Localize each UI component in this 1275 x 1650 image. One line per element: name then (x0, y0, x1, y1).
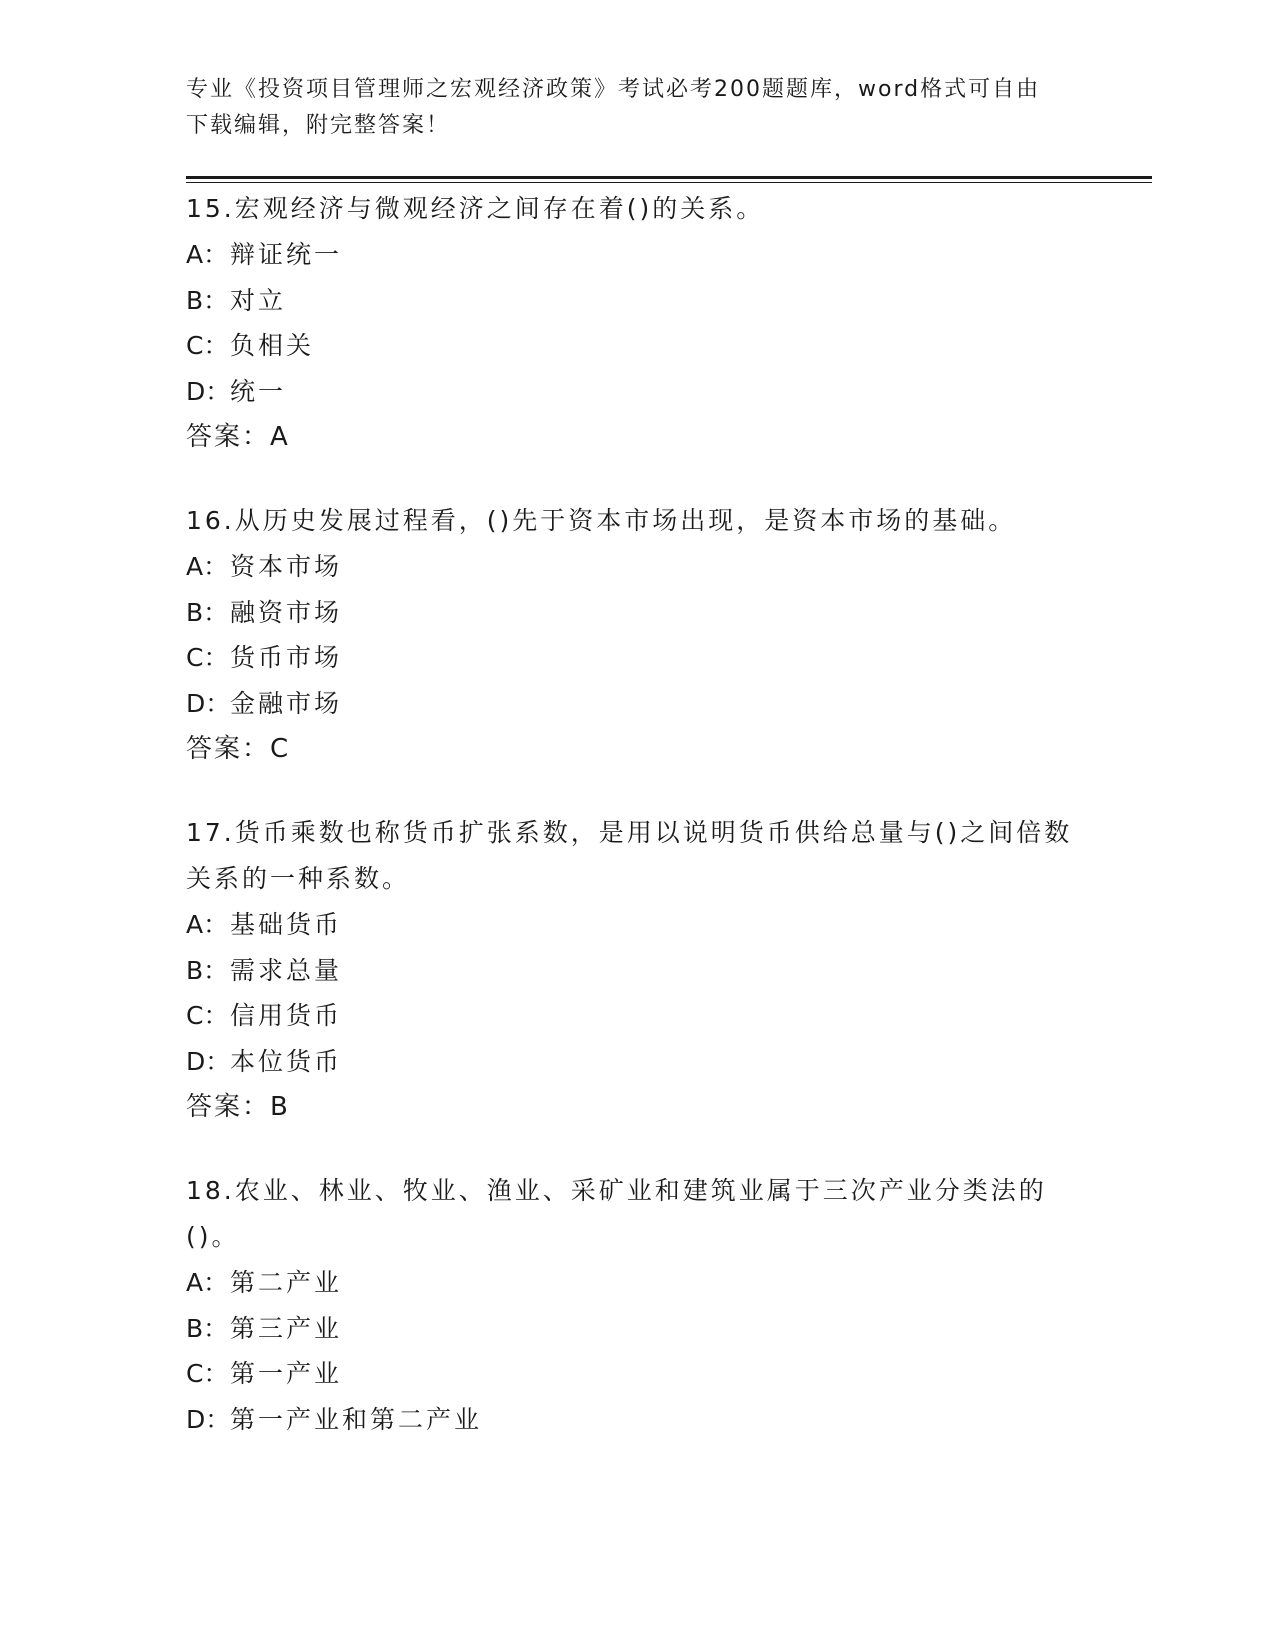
option-text: 基础货币 (230, 910, 343, 939)
option-d (186, 681, 1086, 727)
option-key: B： (186, 285, 229, 315)
option-b (186, 948, 1086, 994)
document-header (186, 72, 1066, 144)
answer-line: 答案：B (186, 1092, 290, 1122)
header-line-2: 下载编辑，附完整答案！ (186, 113, 451, 138)
question-stem: 18.农业、林业、牧业、渔业、采矿业和建筑业属于三次产业分类法的()。 (186, 1176, 1047, 1251)
option-a (186, 1260, 1086, 1306)
option-key: C： (186, 1359, 229, 1388)
question-18 (186, 1168, 1086, 1442)
option-b (186, 1306, 1086, 1352)
option-c (186, 1351, 1086, 1397)
option-text: 货币市场 (230, 643, 343, 672)
option-c (186, 635, 1086, 681)
option-text: 需求总量 (230, 955, 343, 985)
option-b (186, 278, 1086, 324)
option-key: B： (186, 597, 229, 627)
question-17 (186, 810, 1086, 1130)
option-a (186, 544, 1086, 590)
option-text: 负相关 (230, 331, 315, 360)
header-divider-thick (186, 176, 1152, 179)
option-a (186, 902, 1086, 948)
option-d (186, 369, 1086, 415)
option-key: C： (186, 331, 229, 360)
option-d (186, 1039, 1086, 1085)
option-key: D： (186, 1046, 231, 1076)
option-b (186, 590, 1086, 636)
option-text: 第一产业 (230, 1359, 343, 1388)
option-key: D： (186, 688, 231, 718)
option-key: B： (186, 1313, 229, 1343)
option-key: A： (186, 910, 229, 939)
option-text: 第一产业和第二产业 (230, 1404, 483, 1434)
question-stem: 17.货币乘数也称货币扩张系数，是用以说明货币供给总量与()之间倍数关系的一种系数。 (186, 818, 1073, 893)
option-text: 融资市场 (230, 597, 343, 627)
option-text: 对立 (230, 285, 287, 315)
question-16 (186, 498, 1086, 772)
option-text: 本位货币 (230, 1046, 343, 1076)
question-stem: 16.从历史发展过程看，()先于资本市场出现，是资本市场的基础。 (186, 506, 1017, 535)
option-key: A： (186, 1268, 229, 1297)
option-c (186, 993, 1086, 1039)
option-text: 第二产业 (230, 1268, 343, 1297)
option-text: 统一 (230, 376, 287, 406)
option-d (186, 1397, 1086, 1443)
option-key: C： (186, 643, 229, 672)
option-c (186, 323, 1086, 369)
option-text: 信用货币 (230, 1001, 343, 1030)
question-list (186, 186, 1086, 1480)
option-key: D： (186, 376, 231, 406)
question-15 (186, 186, 1086, 460)
option-key: A： (186, 552, 229, 581)
option-key: A： (186, 240, 229, 269)
option-text: 资本市场 (230, 552, 343, 581)
option-key: C： (186, 1001, 229, 1030)
option-key: B： (186, 955, 229, 985)
option-key: D： (186, 1404, 231, 1434)
answer-line: 答案：A (186, 422, 290, 452)
answer-line: 答案：C (186, 734, 291, 764)
question-stem: 15.宏观经济与微观经济之间存在着()的关系。 (186, 194, 765, 223)
option-a (186, 232, 1086, 278)
option-text: 金融市场 (230, 688, 343, 718)
header-divider-thin (186, 182, 1152, 183)
option-text: 辩证统一 (230, 240, 343, 269)
option-text: 第三产业 (230, 1313, 343, 1343)
header-line-1: 专业《投资项目管理师之宏观经济政策》考试必考200题题库，word格式可自由 (186, 77, 1041, 102)
